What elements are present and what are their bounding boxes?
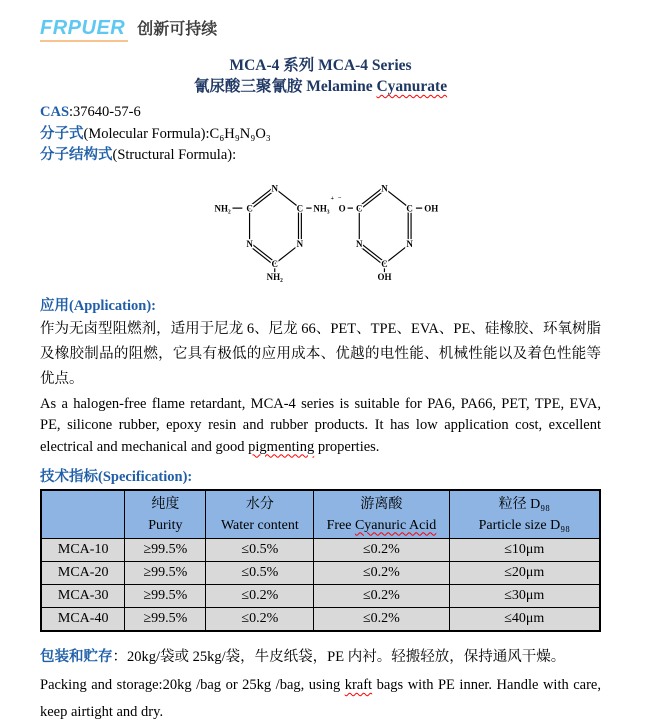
- table-row: [41, 539, 600, 562]
- cell-acid: ≤0.2%: [314, 562, 449, 585]
- header-size-zh: 粒径 D₉₈: [498, 496, 550, 512]
- application-en-misspelled: pigmenting: [248, 438, 315, 455]
- brand-tagline: 创新可持续: [137, 21, 218, 38]
- specification-heading: 技术指标(Specification):: [40, 469, 193, 485]
- cas-value: :37640-57-6: [69, 104, 141, 120]
- atom-c-icon: C: [380, 258, 388, 269]
- header-acid-zh: 游离酸: [360, 496, 403, 512]
- packing-heading: 包装和贮存: [40, 649, 113, 665]
- header-cell-purity: [125, 490, 206, 539]
- atom-o-icon: O: [338, 202, 346, 213]
- cell-acid: ≤0.2%: [314, 608, 449, 632]
- packing-en-misspelled: kraft: [344, 677, 373, 693]
- cell-size: ≤40μm: [449, 608, 600, 632]
- table-header-row: [41, 490, 600, 539]
- structural-formula-line: [40, 145, 601, 167]
- atom-n-icon: N: [270, 182, 278, 193]
- atom-n-icon: N: [245, 238, 253, 249]
- table-row: [41, 608, 600, 632]
- application-heading: 应用(Application):: [40, 297, 156, 314]
- document-title: [40, 55, 601, 97]
- chemical-info: [40, 102, 601, 167]
- application-en-part2: properties.: [314, 438, 380, 455]
- header-cell-product: [41, 490, 125, 539]
- atom-c-icon: C: [296, 202, 303, 213]
- header-acid-en: [316, 515, 446, 536]
- atom-c-icon: C: [355, 202, 363, 213]
- header-purity-zh: 纯度: [151, 496, 180, 512]
- cell-purity: ≥99.5%: [125, 562, 206, 585]
- molecular-formula-mid: (Molecular Formula):: [83, 125, 210, 142]
- header-cell-size: [449, 490, 600, 539]
- packing-en-part2: bags with PE inner. Handle with care, keep airtight and dry.: [40, 677, 601, 720]
- cas-line: [40, 102, 601, 124]
- molecular-formula-label: 分子式: [40, 125, 84, 142]
- molecular-formula-line: [40, 124, 601, 146]
- cell-size: ≤30μm: [449, 585, 600, 608]
- packing-en-part1: Packing and storage:20kg /bag or 25kg /bag, using: [40, 677, 345, 693]
- cell-water: ≤0.2%: [206, 585, 314, 608]
- atom-c-icon: C: [405, 202, 413, 213]
- cell-product: MCA-30: [41, 585, 125, 608]
- application-text-zh: 作为无卤型阻燃剂，适用于尼龙 6、尼龙 66、PET、TPE、EVA、PE、硅橡胶、环氧树脂及橡胶制品的阻燃，它具有极低的应用成本、优越的电性能、机械性能以及着色性能等优点。: [40, 320, 601, 387]
- cell-product: MCA-20: [41, 562, 125, 585]
- atom-n-icon: N: [355, 238, 363, 249]
- header-water-en: Water content: [220, 517, 299, 533]
- molecular-formula-value: C₆H₉N₉O₃: [209, 125, 271, 142]
- cell-purity: ≥99.5%: [125, 539, 206, 562]
- cell-product: MCA-10: [41, 539, 125, 562]
- header-cell-water: [206, 490, 314, 539]
- cas-label: CAS: [40, 104, 70, 120]
- structural-formula-diagram: [50, 172, 601, 287]
- packing-text-zh: [40, 645, 601, 669]
- cell-water: ≤0.5%: [206, 539, 314, 562]
- structural-formula-mid: (Structural Formula):: [112, 147, 237, 163]
- atom-c-icon: C: [270, 258, 278, 269]
- title-line2-zh: 氰尿酸三聚氰胺: [193, 78, 307, 95]
- amine-group-label: NH₂: [214, 202, 231, 213]
- specification-table: [40, 489, 601, 632]
- packing-zh-body: ：20kg/袋或 25kg/袋，牛皮纸袋，PE 内衬。轻搬轻放，保持通风干燥。: [112, 649, 566, 665]
- cell-water: ≤0.5%: [206, 562, 314, 585]
- atom-n-icon: N: [405, 238, 413, 249]
- structural-formula-label: 分子结构式: [40, 147, 113, 163]
- table-row: [41, 562, 600, 585]
- cell-acid: ≤0.2%: [314, 539, 449, 562]
- header-size-en: Particle size D₉₈: [478, 517, 570, 533]
- header-cell-acid: [314, 490, 449, 539]
- header-purity-en: Purity: [148, 517, 183, 533]
- application-text-en: [40, 394, 601, 459]
- hydroxyl-group-label: OH: [376, 271, 391, 282]
- atom-n-icon: N: [380, 182, 388, 193]
- title-line2-en-misspelled: Cyanurate: [376, 78, 448, 95]
- brand-header: [40, 16, 601, 42]
- application-en-part1: As a halogen-free flame retardant, MCA-4 series is suitable for PA6, PA66, PET, TPE, EVA, PE, silicone rubber, epoxy resin and rubber products. It has low application cost, excellent electrical and mechanical and good: [40, 395, 601, 455]
- cell-purity: ≥99.5%: [125, 608, 206, 632]
- amine-group-label: NH₂: [266, 271, 283, 282]
- ammonium-group-label: NH₃: [312, 202, 330, 213]
- header-water-zh: 水分: [245, 496, 274, 512]
- cell-size: ≤10μm: [449, 539, 600, 562]
- title-line1: MCA-4 系列 MCA-4 Series: [229, 57, 412, 74]
- cell-water: ≤0.2%: [206, 608, 314, 632]
- plus-charge-icon: +: [329, 194, 334, 202]
- header-acid-en-part1: Free: [326, 517, 355, 533]
- atom-c-icon: C: [245, 202, 253, 213]
- title-line2-en: Melamine: [306, 78, 377, 95]
- cell-acid: ≤0.2%: [314, 585, 449, 608]
- cell-purity: ≥99.5%: [125, 585, 206, 608]
- cell-product: MCA-40: [41, 608, 125, 632]
- melamine-cyanurate-structure: [210, 172, 442, 282]
- hydroxyl-group-label: OH: [423, 202, 438, 213]
- table-row: [41, 585, 600, 608]
- frpuer-logo: FRPUER: [40, 18, 128, 42]
- minus-charge-icon: −: [337, 194, 341, 202]
- packing-text-en: [40, 672, 601, 726]
- header-acid-en-misspelled: Cyanuric Acid: [354, 517, 437, 533]
- title-line2: [40, 76, 601, 97]
- atom-n-icon: N: [296, 238, 303, 249]
- cell-size: ≤20μm: [449, 562, 600, 585]
